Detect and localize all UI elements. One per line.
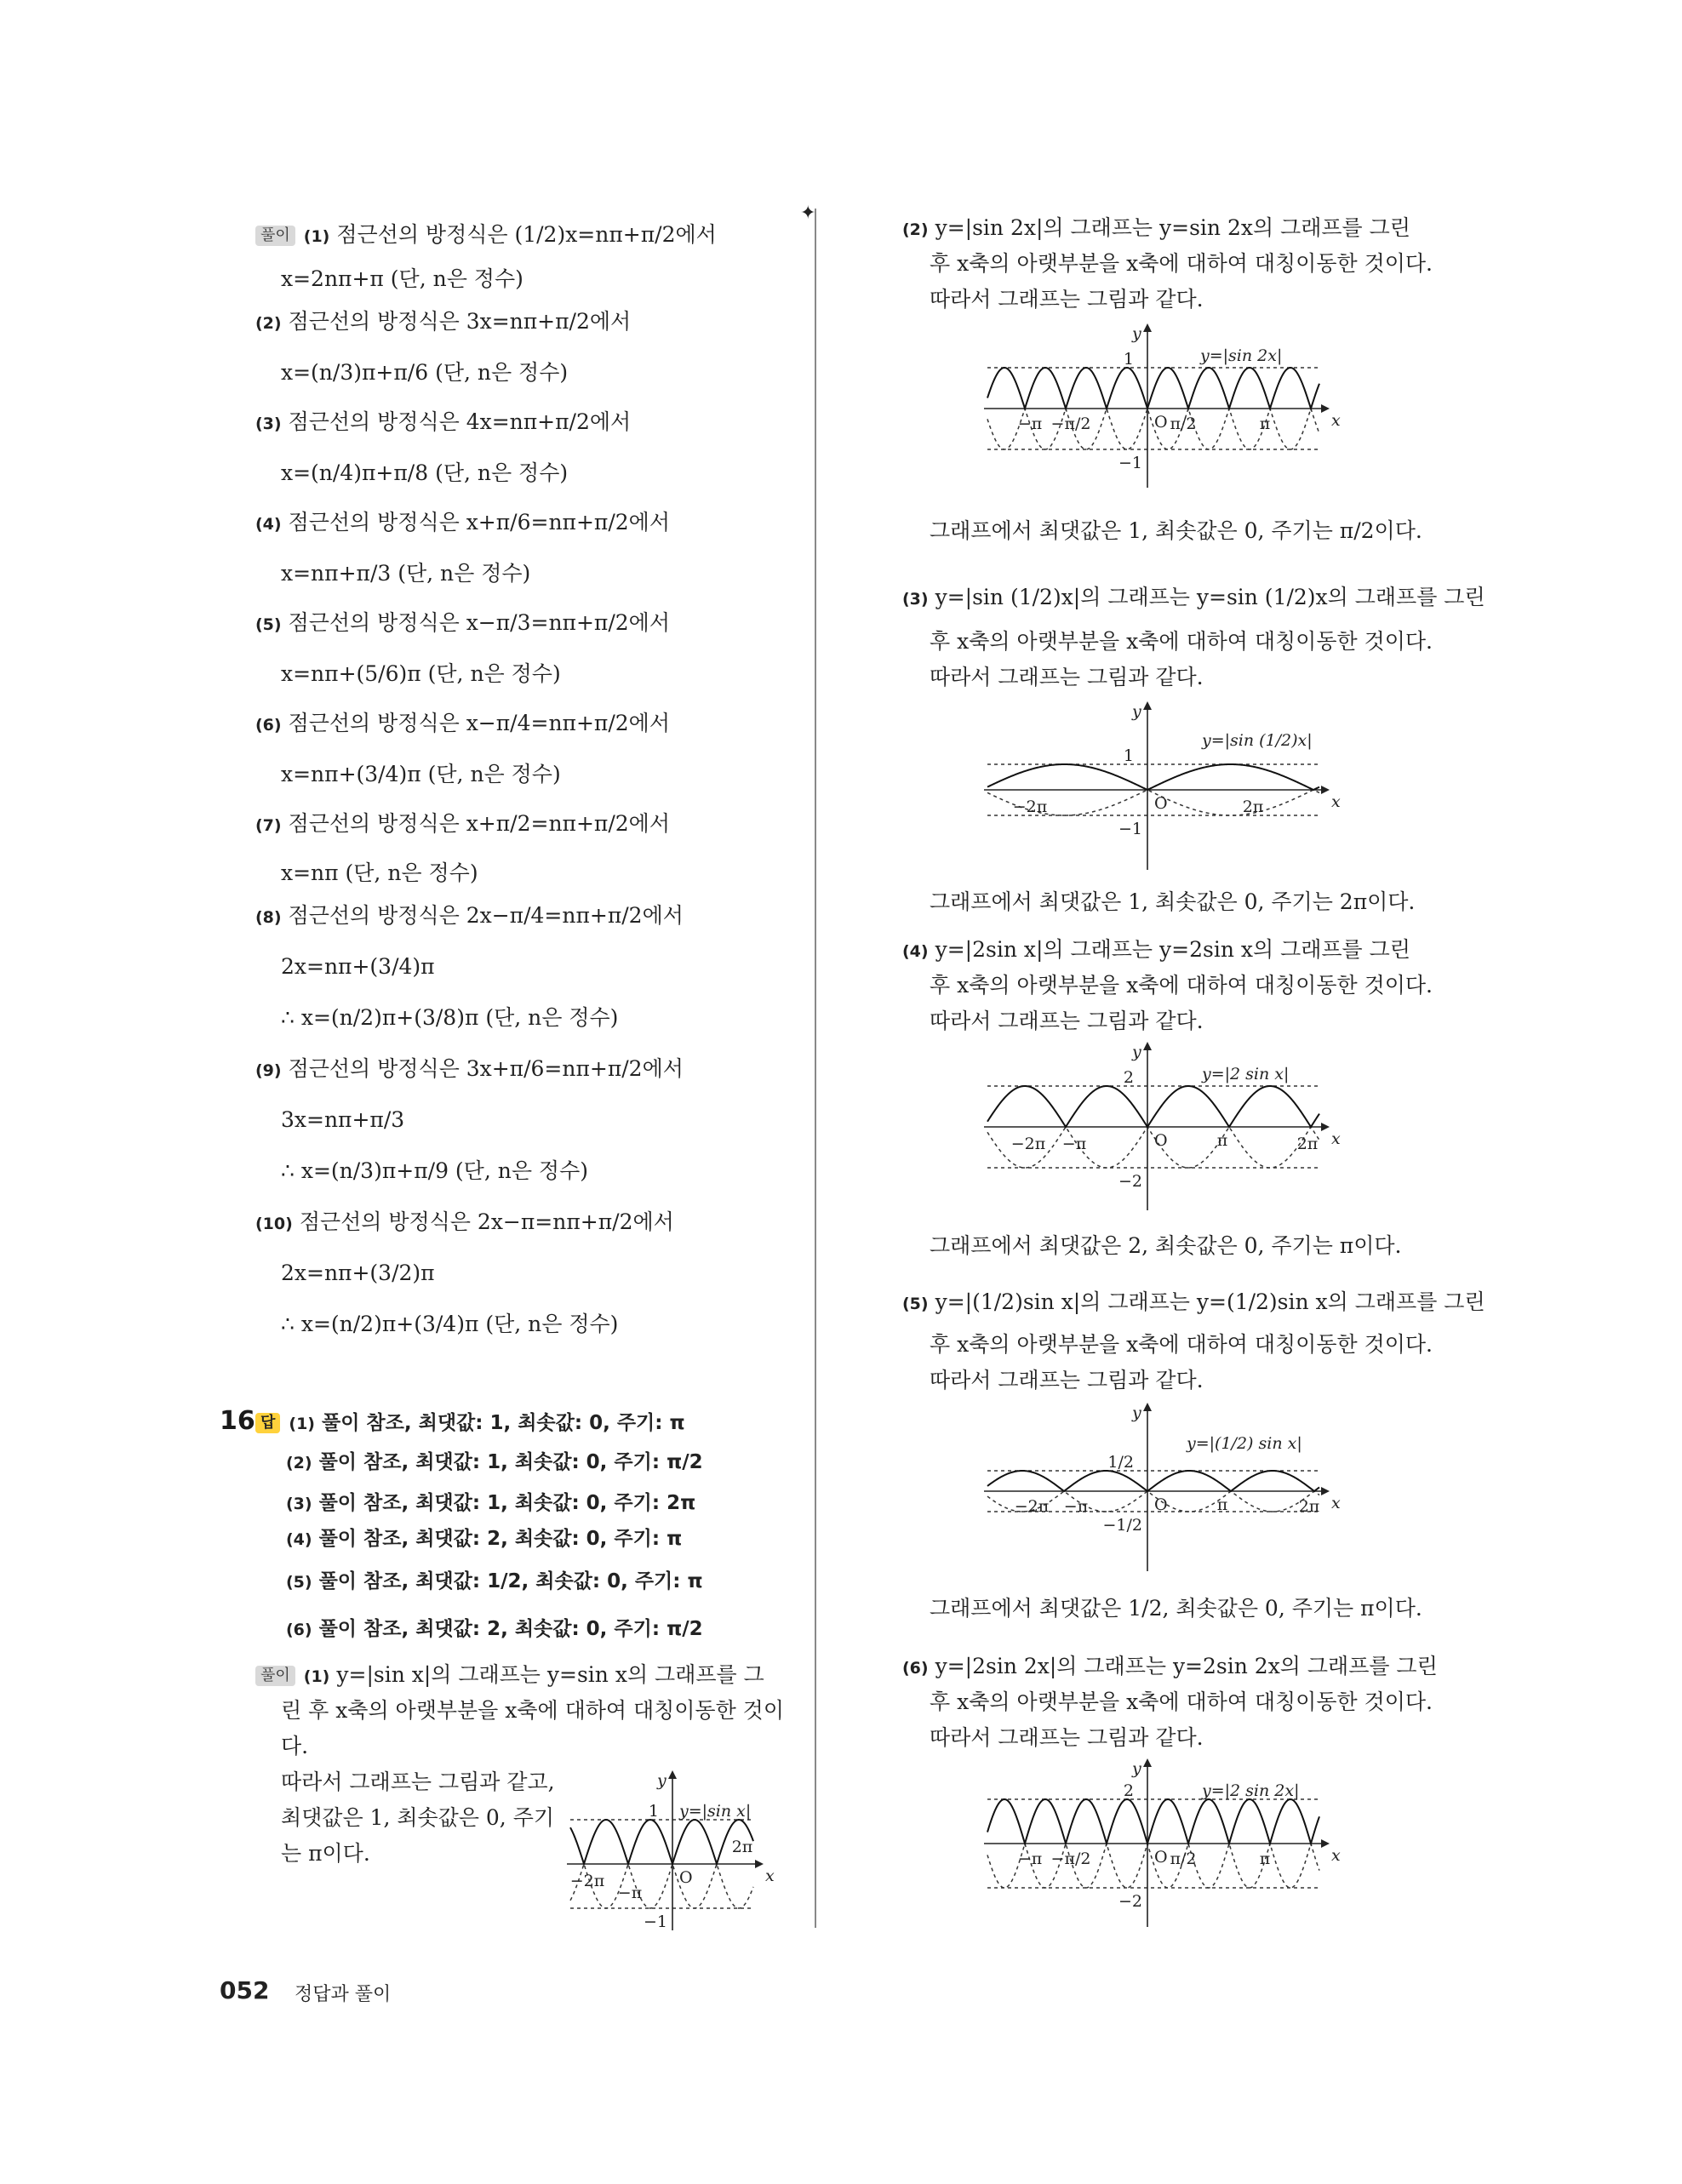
sol15-line: x=(n/4)π+π/8 (단, n은 정수) bbox=[281, 460, 569, 485]
sol15-line: x=nπ+(5/6)π (단, n은 정수) bbox=[281, 661, 561, 686]
abs-curve bbox=[987, 764, 1319, 790]
max-label: 1 bbox=[1123, 350, 1134, 369]
max-label: 1/2 bbox=[1107, 1453, 1134, 1472]
x-tick-label: π/2 bbox=[1170, 1850, 1197, 1868]
function-label: y=|2 sin 2x| bbox=[1202, 1781, 1300, 1800]
x-tick-label: −2π bbox=[1014, 1497, 1050, 1516]
answer-line: (6) 풀이 참조, 최댓값: 2, 최솟값: 0, 주기: π/2 bbox=[286, 1618, 703, 1640]
min-label: −1 bbox=[1118, 454, 1142, 472]
sec2-line: (2) y=|sin 2x|의 그래프는 y=sin 2x의 그래프를 그린 bbox=[902, 215, 1410, 240]
divider-ornament-icon: ✦ bbox=[800, 203, 816, 224]
y-axis-arrow bbox=[1143, 701, 1152, 710]
abs-curve bbox=[987, 1799, 1319, 1844]
x-axis-label: x bbox=[765, 1867, 775, 1885]
graph-abs-half-sin-x bbox=[979, 1403, 1341, 1573]
y-axis-arrow bbox=[1143, 1758, 1152, 1767]
column-divider bbox=[815, 209, 816, 1928]
sol15-line: (2) 점근선의 방정식은 3x=nπ+π/2에서 bbox=[255, 309, 632, 334]
x-axis-arrow bbox=[1321, 1839, 1330, 1848]
x-tick-label: −π bbox=[1017, 1850, 1043, 1868]
y-axis-arrow bbox=[668, 1770, 677, 1779]
min-label: −1/2 bbox=[1102, 1516, 1142, 1535]
answer-line: (4) 풀이 참조, 최댓값: 2, 최솟값: 0, 주기: π bbox=[286, 1528, 683, 1550]
sec4-result: 그래프에서 최댓값은 2, 최솟값은 0, 주기는 π이다. bbox=[930, 1233, 1402, 1258]
x-axis-label: x bbox=[1331, 1129, 1341, 1148]
sol16-line: 린 후 x축의 아랫부분을 x축에 대하여 대칭이동한 것이 bbox=[281, 1698, 784, 1723]
sec3-line: 후 x축의 아랫부분을 x축에 대하여 대칭이동한 것이다. bbox=[930, 629, 1433, 654]
y-axis-arrow bbox=[1143, 1042, 1152, 1050]
sol15-line: x=nπ+π/3 (단, n은 정수) bbox=[281, 561, 531, 586]
origin-label: O bbox=[1154, 1131, 1168, 1150]
x-tick-label: π bbox=[1216, 1495, 1228, 1514]
abs-curve bbox=[987, 1086, 1319, 1127]
origin-label: O bbox=[1154, 794, 1168, 813]
x-axis-arrow bbox=[755, 1860, 764, 1868]
graph-abs-sin-x bbox=[562, 1770, 775, 1932]
function-label: y=|sin (1/2)x| bbox=[1202, 731, 1313, 750]
x-tick-label: −π/2 bbox=[1050, 1850, 1091, 1868]
x-tick-label: −2π bbox=[569, 1872, 605, 1890]
function-label: y=|sin 2x| bbox=[1200, 346, 1283, 365]
x-axis-arrow bbox=[1321, 404, 1330, 413]
sol16-line: 최댓값은 1, 최솟값은 0, 주기 bbox=[281, 1805, 554, 1830]
answer-line: (5) 풀이 참조, 최댓값: 1/2, 최솟값: 0, 주기: π bbox=[286, 1570, 703, 1592]
x-tick-label: −2π bbox=[1012, 798, 1048, 816]
answer-line: (3) 풀이 참조, 최댓값: 1, 최솟값: 0, 주기: 2π bbox=[286, 1492, 696, 1514]
x-axis-label: x bbox=[1331, 1846, 1341, 1865]
sec4-line: (4) y=|2sin x|의 그래프는 y=2sin x의 그래프를 그린 bbox=[902, 937, 1410, 962]
x-axis-label: x bbox=[1331, 792, 1341, 811]
sec3-result: 그래프에서 최댓값은 1, 최솟값은 0, 주기는 2π이다. bbox=[930, 889, 1416, 914]
sec2-line: 따라서 그래프는 그림과 같다. bbox=[930, 287, 1204, 312]
sec2-result: 그래프에서 최댓값은 1, 최솟값은 0, 주기는 π/2이다. bbox=[930, 518, 1422, 543]
answer-line: (2) 풀이 참조, 최댓값: 1, 최솟값: 0, 주기: π/2 bbox=[286, 1451, 703, 1473]
sec5-line: 후 x축의 아랫부분을 x축에 대하여 대칭이동한 것이다. bbox=[930, 1332, 1433, 1357]
sol15-line: (8) 점근선의 방정식은 2x−π/4=nπ+π/2에서 bbox=[255, 903, 684, 928]
x-tick-label: −π bbox=[617, 1884, 643, 1902]
min-label: −2 bbox=[1118, 1172, 1142, 1191]
y-axis-arrow bbox=[1143, 323, 1152, 332]
graph-abs-sin-2x bbox=[979, 323, 1341, 489]
sol15-line: (7) 점근선의 방정식은 x+π/2=nπ+π/2에서 bbox=[255, 811, 670, 836]
y-axis-label: y bbox=[657, 1771, 667, 1790]
y-axis-arrow bbox=[1143, 1403, 1152, 1411]
sol15-line: (9) 점근선의 방정식은 3x+π/6=nπ+π/2에서 bbox=[255, 1056, 684, 1081]
abs-curve bbox=[987, 1471, 1319, 1491]
y-axis-label: y bbox=[1132, 702, 1141, 721]
x-tick-label: 2π bbox=[731, 1838, 753, 1856]
min-label: −1 bbox=[643, 1912, 667, 1931]
origin-label: O bbox=[1154, 1848, 1168, 1867]
sec4-line: 후 x축의 아랫부분을 x축에 대하여 대칭이동한 것이다. bbox=[930, 973, 1433, 998]
x-axis-arrow bbox=[1321, 786, 1330, 794]
max-label: 1 bbox=[1123, 746, 1134, 765]
x-tick-label: −2π bbox=[1010, 1135, 1046, 1153]
max-label: 1 bbox=[648, 1802, 659, 1821]
sol15-line: (4) 점근선의 방정식은 x+π/6=nπ+π/2에서 bbox=[255, 510, 670, 535]
graph-abs-2sin-2x bbox=[979, 1758, 1341, 1929]
sol16-line: 는 π이다. bbox=[281, 1841, 370, 1866]
origin-label: O bbox=[679, 1868, 693, 1887]
x-axis-label: x bbox=[1331, 411, 1341, 430]
max-label: 2 bbox=[1123, 1781, 1134, 1800]
x-axis-arrow bbox=[1321, 1487, 1330, 1495]
sol15-line: 2x=nπ+(3/2)π bbox=[281, 1261, 435, 1285]
x-axis-arrow bbox=[1321, 1123, 1330, 1131]
origin-label: O bbox=[1154, 1495, 1168, 1514]
x-tick-label: 2π bbox=[1242, 798, 1264, 816]
sec5-line: 따라서 그래프는 그림과 같다. bbox=[930, 1368, 1204, 1392]
sol15-line: (3) 점근선의 방정식은 4x=nπ+π/2에서 bbox=[255, 409, 632, 434]
page-number: 052 bbox=[220, 1976, 270, 2004]
x-tick-label: π bbox=[1216, 1131, 1228, 1150]
sec6-line: 후 x축의 아랫부분을 x축에 대하여 대칭이동한 것이다. bbox=[930, 1689, 1433, 1714]
sec6-line: 따라서 그래프는 그림과 같다. bbox=[930, 1725, 1204, 1750]
answer-badge: 답 bbox=[255, 1413, 280, 1433]
sol15-line: 2x=nπ+(3/4)π bbox=[281, 954, 435, 979]
sol15-line: x=(n/3)π+π/6 (단, n은 정수) bbox=[281, 360, 569, 385]
solution-badge: 풀이 bbox=[255, 226, 295, 246]
min-label: −1 bbox=[1118, 820, 1142, 838]
min-label: −2 bbox=[1118, 1892, 1142, 1911]
sol15-line: 풀이 (1) 점근선의 방정식은 (1/2)x=nπ+π/2에서 bbox=[255, 220, 717, 252]
x-tick-label: −π bbox=[1061, 1135, 1087, 1153]
function-label: y=|sin x| bbox=[679, 1802, 752, 1821]
sol15-line: 3x=nπ+π/3 bbox=[281, 1107, 405, 1132]
x-tick-label: 2π bbox=[1296, 1135, 1319, 1153]
sol15-line: (5) 점근선의 방정식은 x−π/3=nπ+π/2에서 bbox=[255, 610, 670, 635]
sec3-line: 따라서 그래프는 그림과 같다. bbox=[930, 665, 1204, 689]
solution-badge: 풀이 bbox=[255, 1666, 295, 1686]
max-label: 2 bbox=[1123, 1068, 1134, 1087]
x-tick-label: 2π bbox=[1298, 1497, 1320, 1516]
abs-curve bbox=[987, 368, 1319, 409]
sec5-line: (5) y=|(1/2)sin x|의 그래프는 y=(1/2)sin x의 그래프를 그린 bbox=[902, 1289, 1485, 1314]
sol15-line: x=2nπ+π (단, n은 정수) bbox=[281, 266, 523, 291]
sol15-line: ∴ x=(n/2)π+(3/8)π (단, n은 정수) bbox=[281, 1005, 619, 1030]
sec6-line: (6) y=|2sin 2x|의 그래프는 y=2sin 2x의 그래프를 그린 bbox=[902, 1654, 1438, 1678]
x-tick-label: π bbox=[1259, 1850, 1271, 1868]
sec5-result: 그래프에서 최댓값은 1/2, 최솟값은 0, 주기는 π이다. bbox=[930, 1596, 1422, 1621]
sec2-line: 후 x축의 아랫부분을 x축에 대하여 대칭이동한 것이다. bbox=[930, 251, 1433, 276]
x-tick-label: −π bbox=[1017, 415, 1043, 433]
sol15-line: x=nπ+(3/4)π (단, n은 정수) bbox=[281, 762, 561, 786]
y-axis-label: y bbox=[1132, 324, 1141, 343]
y-axis-label: y bbox=[1132, 1759, 1141, 1778]
sol15-line: ∴ x=(n/3)π+π/9 (단, n은 정수) bbox=[281, 1158, 588, 1183]
sol15-line: (10) 점근선의 방정식은 2x−π=nπ+π/2에서 bbox=[255, 1209, 674, 1234]
origin-label: O bbox=[1154, 413, 1168, 432]
sol16-line: 다. bbox=[281, 1734, 309, 1758]
sec3-line: (3) y=|sin (1/2)x|의 그래프는 y=sin (1/2)x의 그래프를 그린 bbox=[902, 585, 1485, 609]
sol15-line: x=nπ (단, n은 정수) bbox=[281, 860, 478, 885]
y-axis-label: y bbox=[1132, 1404, 1141, 1422]
x-axis-label: x bbox=[1331, 1494, 1341, 1512]
y-axis-label: y bbox=[1132, 1043, 1141, 1061]
graph-abs-sin-half-x bbox=[979, 701, 1341, 872]
graph-abs-2sin-x bbox=[979, 1042, 1341, 1212]
sec4-line: 따라서 그래프는 그림과 같다. bbox=[930, 1009, 1204, 1033]
abs-curve bbox=[570, 1820, 753, 1864]
x-tick-label: π/2 bbox=[1170, 415, 1197, 433]
x-tick-label: −π/2 bbox=[1050, 415, 1091, 433]
page-label: 정답과 풀이 bbox=[295, 1984, 392, 2005]
x-tick-label: π bbox=[1259, 415, 1271, 433]
x-tick-label: −π bbox=[1063, 1497, 1089, 1516]
function-label: y=|2 sin x| bbox=[1202, 1065, 1290, 1083]
sol15-line: (6) 점근선의 방정식은 x−π/4=nπ+π/2에서 bbox=[255, 711, 670, 735]
sol16-line: 풀이 (1) y=|sin x|의 그래프는 y=sin x의 그래프를 그 bbox=[255, 1660, 764, 1692]
question-number: 16 bbox=[220, 1406, 255, 1436]
sol16-line: 따라서 그래프는 그림과 같고, bbox=[281, 1769, 555, 1794]
sol15-line: ∴ x=(n/2)π+(3/4)π (단, n은 정수) bbox=[281, 1312, 619, 1336]
function-label: y=|(1/2) sin x| bbox=[1187, 1434, 1302, 1453]
answer-line: 답 (1) 풀이 참조, 최댓값: 1, 최솟값: 0, 주기: π bbox=[255, 1408, 685, 1439]
